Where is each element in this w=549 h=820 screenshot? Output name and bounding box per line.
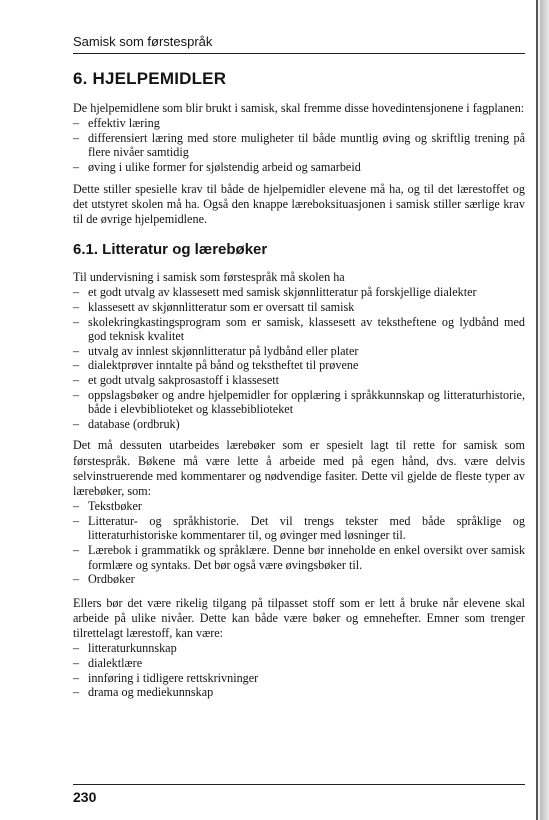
list-item: – et godt utvalg av klassesett med samisk skjønnlitteratur på forskjellige dialekter bbox=[73, 285, 525, 300]
chapter-intro-paragraph: De hjelpemidlene som blir brukt i samisk, skal fremme disse hovedintensjonene i fagplanen: bbox=[73, 101, 525, 115]
list-item: – klassesett av skjønnlitteratur som er oversatt til samisk bbox=[73, 300, 525, 315]
list-item: – drama og mediekunnskap bbox=[73, 685, 525, 700]
list-item: – Litteratur- og språkhistorie. Det vil trengs tekster med både språklige og litteraturhistoriske kommentarer til, og øvinger med løsninger til. bbox=[73, 514, 525, 543]
section-paragraph-3: Ellers bør det være rikelig tilgang på tilpasset stoff som er lett å bruke når elevene skal arbeide på ulike nivåer. Dette kan både være bøker og emnehefter. Emner som trenger tilrettelagt lærestoff, kan være: bbox=[73, 595, 525, 641]
list-item: – litteraturkunnskap bbox=[73, 641, 525, 656]
list-item: – dialektprøver inntalte på bånd og tekstheftet til prøvene bbox=[73, 358, 525, 373]
chapter-paragraph-2: Dette stiller spesielle krav til både de hjelpemidler elevene må ha, og til det lærestoffet og det utstyret skolen må ha. Også den knappe læreboksituasjonen i samisk stiller særlige krav til de øvrige hjelpemidlene. bbox=[73, 181, 525, 226]
section-heading: 6.1. Litteratur og lærebøker bbox=[73, 241, 268, 259]
chapter-intent-list bbox=[73, 116, 525, 174]
list-item: – Tekstbøker bbox=[73, 499, 525, 514]
topics-list bbox=[73, 641, 525, 699]
section-paragraph-2: Det må dessuten utarbeides lærebøker som er spesielt lagt til rette for samisk som førstespråk. Bøkene må være lette å arbeide med på egen hånd, dvs. være delvis selvinstruerende med kommentarer og nødvendige fasiter. Dette vil gjelde de fleste typer av lærebøker, som: bbox=[73, 438, 525, 498]
page-number: 230 bbox=[73, 789, 97, 805]
book-types-list bbox=[73, 499, 525, 587]
list-item: – effektiv læring bbox=[73, 116, 525, 131]
list-item: – øving i ulike former for sjølstendig arbeid og samarbeid bbox=[73, 160, 525, 175]
list-item: – skolekringkastingsprogram som er samisk, klassesett av tekstheftene og lydbånd med god teknisk kvalitet bbox=[73, 315, 525, 344]
list-item: – oppslagsbøker og andre hjelpemidler for opplæring i språkkunnskap og litteraturhistorie, både i elevbiblioteket og klassebiblioteket bbox=[73, 388, 525, 417]
list-item: – et godt utvalg sakprosastoff i klassesett bbox=[73, 373, 525, 388]
page-content bbox=[73, 34, 525, 700]
section-intro-paragraph: Til undervisning i samisk som førstespråk må skolen ha bbox=[73, 270, 345, 285]
list-item: – database (ordbruk) bbox=[73, 417, 525, 432]
page-footer bbox=[73, 784, 525, 805]
section-requirements-list bbox=[73, 285, 525, 431]
running-header: Samisk som førstespråk bbox=[73, 34, 525, 54]
list-item: – utvalg av innlest skjønnlitteratur på lydbånd eller plater bbox=[73, 344, 525, 359]
page-edge-shadow bbox=[540, 0, 549, 820]
list-item: – differensiert læring med store muligheter til både muntlig øving og skriftlig trening på flere nivåer samtidig bbox=[73, 131, 525, 160]
list-item: – innføring i tidligere rettskrivninger bbox=[73, 671, 525, 686]
list-item: – Ordbøker bbox=[73, 572, 525, 587]
chapter-heading: 6. HJELPEMIDLER bbox=[73, 69, 227, 88]
list-item: – Lærebok i grammatikk og språklære. Denne bør inneholde en enkel oversikt over samisk formlære og syntaks. Det bør også være øvingsbøker til. bbox=[73, 543, 525, 572]
list-item: – dialektlære bbox=[73, 656, 525, 671]
